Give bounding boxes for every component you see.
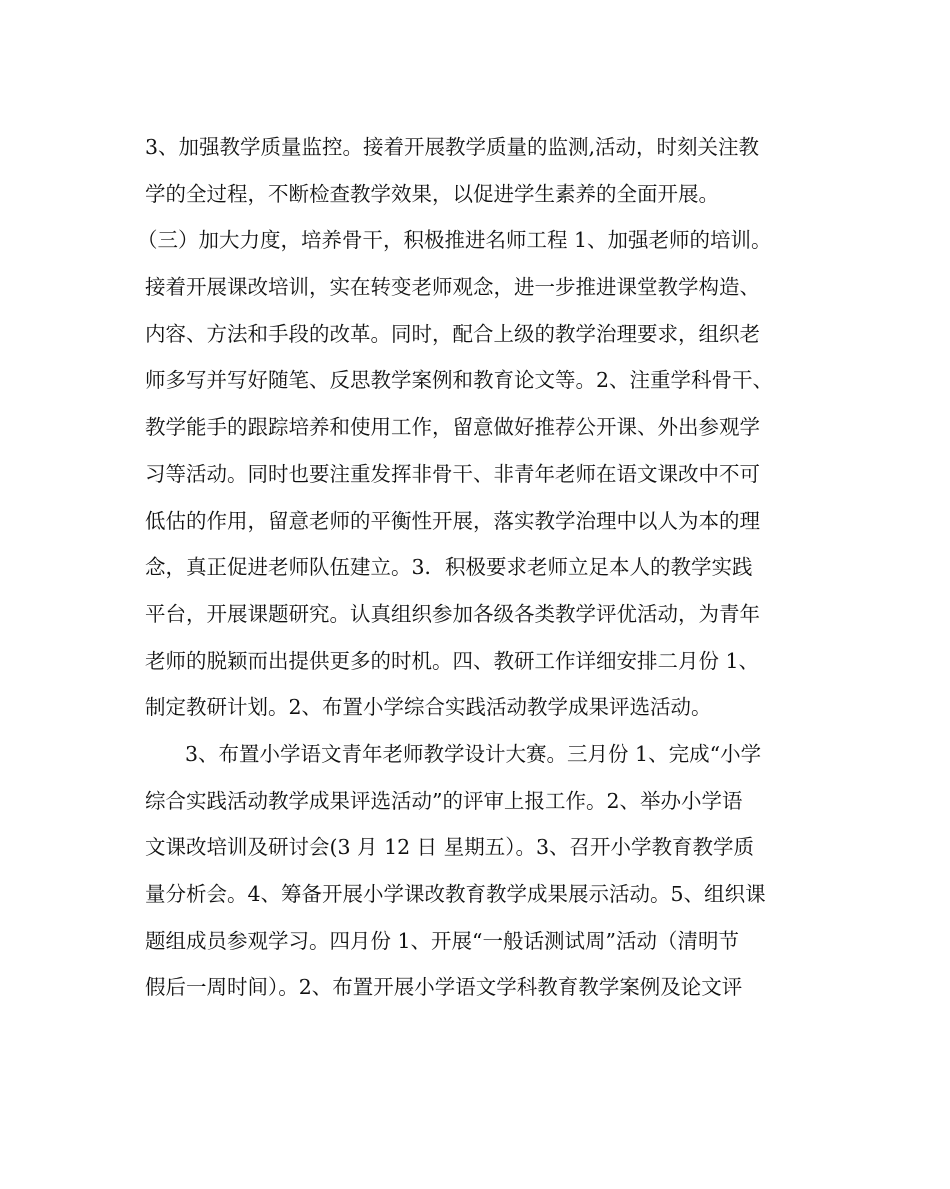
text-line-16: 文课改培训及研讨会(3 月 12 日 星期五）。3、召开小学教育教学质 [145, 835, 754, 860]
text-line-15: 综合实践活动教学成果评选活动”的评审上报工作。2、举办小学语 [145, 788, 743, 813]
text-line-7: 教学能手的跟踪培养和使用工作，留意做好推荐公开课、外出参观学 [145, 415, 760, 440]
text-line-11: 平台，开展课题研究。认真组织参加各级各类教学评优活动，为青年 [145, 601, 760, 626]
text-line-12: 老师的脱颖而出提供更多的时机。四、教研工作详细安排二月份 1、 [145, 648, 760, 673]
text-line-14: 3、布置小学语文青年老师教学设计大赛。三月份 1、完成“小学 [185, 741, 762, 766]
text-line-10: 念，真正促进老师队伍建立。3．积极要求老师立足本人的教学实践 [145, 555, 753, 580]
text-line-9: 低估的作用，留意老师的平衡性开展，落实教学治理中以人为本的理 [145, 508, 760, 533]
text-line-4: 接着开展课改培训，实在转变老师观念，进一步推进课堂教学构造、 [145, 275, 760, 300]
text-line-19: 假后一周时间）。2、布置开展小学语文学科教育教学案例及论文评 [145, 975, 743, 1000]
text-line-5: 内容、方法和手段的改革。同时，配合上级的教学治理要求，组织老 [145, 321, 760, 346]
text-line-18: 题组成员参观学习。四月份 1、开展“一般话测试周”活动（清明节 [145, 928, 740, 953]
text-line-13: 制定教研计划。2、布置小学综合实践活动教学成果评选活动。 [145, 695, 712, 720]
text-line-17: 量分析会。4、筹备开展小学课改教育教学成果展示活动。5、组织课 [145, 882, 766, 906]
body-text [137, 124, 845, 1011]
text-line-2: 学的全过程，不断检查教学效果，以促进学生素养的全面开展。 [145, 181, 719, 206]
text-line-1: 3、加强教学质量监控。接着开展教学质量的监测,活动，时刻关注教 [145, 135, 760, 159]
text-line-8: 习等活动。同时也要注重发挥非骨干、非青年老师在语文课改中不可 [145, 461, 760, 486]
text-line-6: 师多写并写好随笔、反思教学案例和教育论文等。2、注重学科骨干、 [145, 368, 774, 393]
text-line-3: （三）加大力度，培养骨干，积极推进名师工程 1、加强老师的培训。 [137, 228, 772, 253]
